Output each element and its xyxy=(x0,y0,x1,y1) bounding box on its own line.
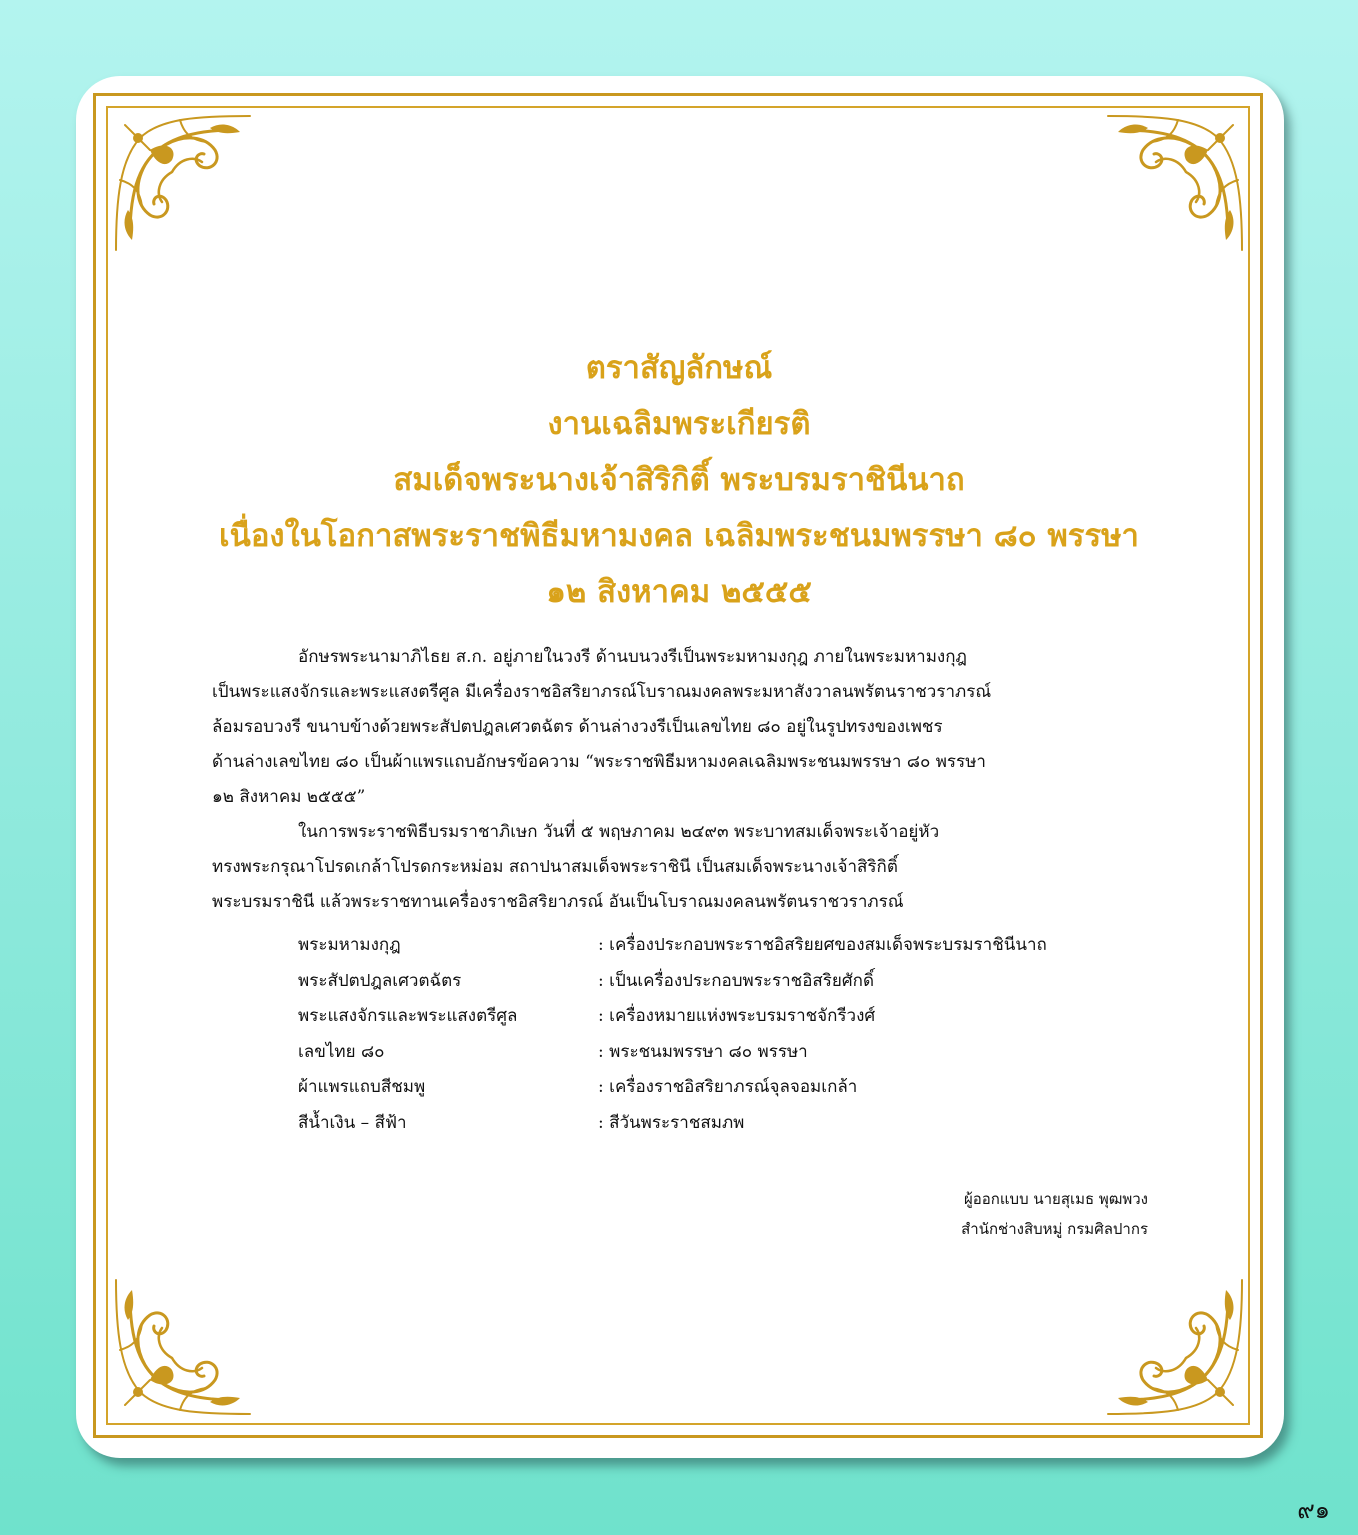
title-line: ๑๒ สิงหาคม ๒๕๕๕ xyxy=(546,574,812,610)
designer-office: สำนักช่างสิบหมู่ กรมศิลปากร xyxy=(961,1220,1148,1238)
document-body xyxy=(212,640,1148,920)
definition-row xyxy=(298,964,1158,1000)
definition-desc: : เครื่องราชอิสริยาภรณ์จุลจอมเกล้า xyxy=(598,1077,858,1097)
paragraph-line: ๑๒ สิงหาคม ๒๕๕๕” xyxy=(212,787,366,807)
definition-row xyxy=(298,1106,1158,1142)
definition-term: พระแสงจักรและพระแสงตรีศูล xyxy=(298,1006,518,1026)
definition-desc: : เป็นเครื่องประกอบพระราชอิสริยศักดิ์ xyxy=(598,970,875,991)
definition-desc: : สีวันพระราชสมภพ xyxy=(598,1112,745,1133)
paragraph-line: ล้อมรอบวงรี ขนาบข้างด้วยพระสัปตปฎลเศวตฉัตร ด้านล่างวงรีเป็นเลขไทย ๘๐ อยู่ในรูปทรงของเพชร xyxy=(212,717,943,737)
definition-term: เลขไทย ๘๐ xyxy=(298,1041,385,1062)
definition-row xyxy=(298,1070,1158,1106)
definition-term: พระสัปตปฎลเศวตฉัตร xyxy=(298,970,462,991)
definition-term: ผ้าแพรแถบสีชมพู xyxy=(298,1077,426,1097)
definition-list xyxy=(298,928,1158,1141)
paragraph-emblem-description xyxy=(212,640,1148,815)
definition-term: พระมหามงกุฎ xyxy=(298,935,401,955)
title-line: สมเด็จพระนางเจ้าสิริกิติ์ พระบรมราชินีนาถ xyxy=(393,462,965,498)
definition-term: สีน้ำเงิน – สีฟ้า xyxy=(298,1112,407,1133)
document-title xyxy=(120,340,1238,620)
paragraph-line: ทรงพระกรุณาโปรดเกล้าโปรดกระหม่อม สถาปนาสมเด็จพระราชินี เป็นสมเด็จพระนางเจ้าสิริกิติ์ xyxy=(212,857,898,877)
definition-row xyxy=(298,928,1158,964)
definition-desc: : เครื่องหมายแห่งพระบรมราชจักรีวงศ์ xyxy=(598,1006,876,1026)
paragraph-line: อักษรพระนามาภิไธย ส.ก. อยู่ภายในวงรี ด้านบนวงรีเป็นพระมหามงกุฎ ภายในพระมหามงกุฎ xyxy=(298,647,967,667)
corner-ornament-top-left xyxy=(110,110,260,260)
title-line: งานเฉลิมพระเกียรติ xyxy=(547,406,811,442)
definition-row xyxy=(298,1035,1158,1071)
corner-ornament-top-right xyxy=(1098,110,1248,260)
paragraph-line: พระบรมราชินี แล้วพระราชทานเครื่องราชอิสริยาภรณ์ อันเป็นโบราณมงคลนพรัตนราชวราภรณ์ xyxy=(212,892,904,912)
definition-desc: : พระชนมพรรษา ๘๐ พรรษา xyxy=(598,1041,808,1062)
definition-desc: : เครื่องประกอบพระราชอิสริยยศของสมเด็จพระบรมราชินีนาถ xyxy=(598,935,1047,955)
paragraph-line: ด้านล่างเลขไทย ๘๐ เป็นผ้าแพรแถบอักษรข้อความ “พระราชพิธีมหามงคลเฉลิมพระชนมพรรษา ๘๐ พรรษา xyxy=(212,752,986,772)
paragraph-coronation xyxy=(212,815,1148,920)
paragraph-line: เป็นพระแสงจักรและพระแสงตรีศูล มีเครื่องราชอิสริยาภรณ์โบราณมงคลพระมหาสังวาลนพรัตนราชวราภรณ์ xyxy=(212,682,992,702)
title-line: เนื่องในโอกาสพระราชพิธีมหามงคล เฉลิมพระชนมพรรษา ๘๐ พรรษา xyxy=(219,518,1139,554)
designer-name: ผู้ออกแบบ นายสุเมธ พุฒพวง xyxy=(964,1190,1148,1208)
corner-ornament-bottom-right xyxy=(1098,1270,1248,1420)
title-line: ตราสัญลักษณ์ xyxy=(585,350,773,386)
definition-row xyxy=(298,999,1158,1035)
corner-ornament-bottom-left xyxy=(110,1270,260,1420)
page-number: ๙๑ xyxy=(1297,1496,1330,1524)
designer-credit xyxy=(961,1184,1148,1244)
paragraph-line: ในการพระราชพิธีบรมราชาภิเษก วันที่ ๕ พฤษภาคม ๒๔๙๓ พระบาทสมเด็จพระเจ้าอยู่หัว xyxy=(298,822,940,842)
